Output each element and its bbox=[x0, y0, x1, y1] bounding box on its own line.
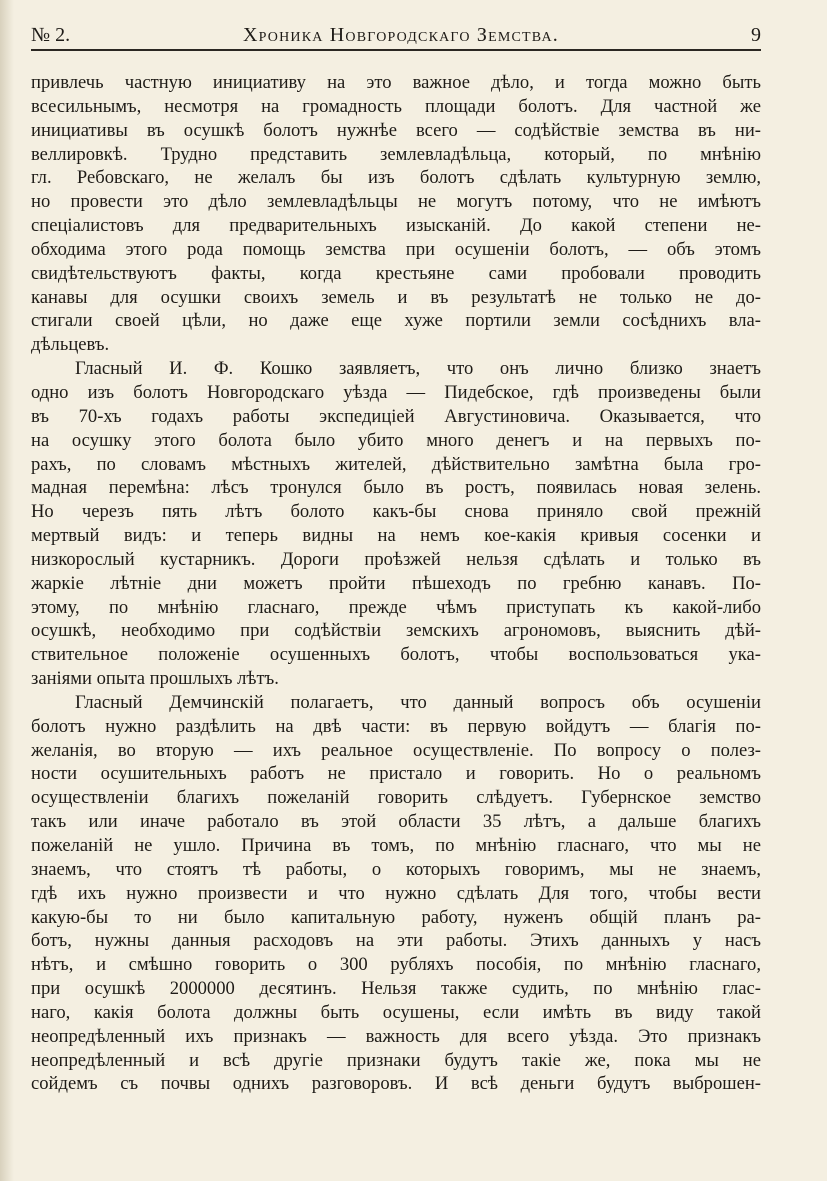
text-line: жаркіе лѣтніе дни можетъ пройти пѣшеходъ по гребню канавъ. По- bbox=[31, 572, 761, 594]
text-line: веллировкѣ. Трудно представить землевладѣльца, который, по мнѣнію bbox=[31, 143, 761, 165]
page-edge-shadow bbox=[0, 0, 14, 1181]
text-line: болотъ нужно раздѣлить на двѣ части: въ первую войдутъ — благія по- bbox=[31, 715, 761, 737]
text-line: ботъ, нужны данныя расходовъ на эти работы. Этихъ данныхъ у насъ bbox=[31, 930, 761, 952]
text-line: низкорослый кустарникъ. Дороги проѣзжей нельзя сдѣлать и только въ bbox=[31, 548, 761, 570]
text-line: неопредѣленный ихъ признакъ — важность для всего уѣзда. Это признакъ bbox=[31, 1025, 761, 1047]
text-line: пожеланій не ушло. Причина въ томъ, по мнѣнію гласнаго, что мы не bbox=[31, 835, 761, 856]
text-line: гдѣ ихъ нужно произвести и что нужно сдѣлать Для того, чтобы вести bbox=[31, 882, 761, 904]
header-rule bbox=[31, 49, 761, 51]
text-line: Но черезъ пять лѣтъ болото какъ-бы снова приняло свой прежній bbox=[31, 501, 761, 523]
text-line: стигали своей цѣли, но даже еще хуже портили земли сосѣднихъ вла- bbox=[31, 310, 761, 332]
text-line: привлечь частную инициативу на это важное дѣло, и тогда можно быть bbox=[31, 72, 761, 93]
text-line: въ 70-хъ годахъ работы экспедиціей Августиновича. Оказывается, что bbox=[31, 405, 761, 427]
text-line: но провести это дѣло землевладѣльцы не могутъ потому, что не имѣютъ bbox=[31, 191, 761, 213]
text-line: этому, по мнѣнію гласнаго, прежде чѣмъ приступать къ какой-либо bbox=[31, 596, 761, 618]
text-line: мадная перемѣна: лѣсъ тронулся было въ ростъ, появилась новая зелень. bbox=[31, 477, 761, 499]
text-line-paragraph-end: дѣльцевъ. bbox=[31, 334, 110, 356]
text-line: спеціалистовъ для предварительныхъ изысканій. До какой степени не- bbox=[31, 215, 761, 237]
text-line: желанія, во вторую — ихъ реальное осуществленіе. По вопросу о полез- bbox=[31, 739, 761, 761]
text-line: мертвый видъ: и теперь видны на немъ кое-какія кривыя сосенки и bbox=[31, 525, 761, 547]
text-line: одно изъ болотъ Новгородскаго уѣзда — Пидебское, гдѣ произведены были bbox=[31, 381, 761, 403]
text-line-paragraph-start: Гласный И. Ф. Кошко заявляетъ, что онъ лично близко знаетъ bbox=[75, 358, 761, 380]
page-number: 9 bbox=[751, 24, 761, 46]
text-line: на осушку этого болота было убито много денегъ и на первыхъ по- bbox=[31, 429, 761, 451]
text-line: такъ или иначе работало въ этой области 35 лѣтъ, а дальше благихъ bbox=[31, 811, 761, 833]
issue-number: № 2. bbox=[31, 24, 71, 46]
text-line: при осушкѣ 2000000 десятинъ. Нельзя также судить, по мнѣнію глас- bbox=[31, 978, 761, 1000]
text-line: ствительное положеніе осушенныхъ болотъ, чтобы воспользоваться ука- bbox=[31, 644, 761, 666]
text-line: свидѣтельствуютъ факты, когда крестьяне сами пробовали проводить bbox=[31, 262, 761, 284]
journal-title: Хроника Новгородскаго Земства. bbox=[243, 24, 559, 46]
text-line: сойдемъ съ почвы однихъ разговоровъ. И всѣ деньги будутъ выброшен- bbox=[31, 1073, 761, 1095]
text-line: рахъ, по словамъ мѣстныхъ жителей, дѣйствительно замѣтна была гро- bbox=[31, 453, 761, 475]
text-line: какую-бы то ни было капитальную работу, нуженъ общій планъ ра- bbox=[31, 906, 761, 928]
text-line: неопредѣленный и всѣ другіе признаки будутъ такіе же, пока мы не bbox=[31, 1049, 761, 1071]
text-line: наго, какія болота должны быть осушены, если имѣть въ виду такой bbox=[31, 1001, 761, 1023]
running-header bbox=[31, 22, 761, 52]
text-line: осуществленіи благихъ пожеланій говорить слѣдуетъ. Губернское земство bbox=[31, 787, 761, 809]
text-line: канавы для осушки своихъ земель и въ результатѣ не только не до- bbox=[31, 286, 761, 308]
text-line: нѣтъ, и смѣшно говорить о 300 рубляхъ пособія, по мнѣнію гласнаго, bbox=[31, 954, 761, 976]
text-line: всесильнымъ, несмотря на громадность площади болотъ. Для частной же bbox=[31, 95, 761, 117]
text-line: знаемъ, что стоятъ тѣ работы, о которыхъ говоримъ, мы не знаемъ, bbox=[31, 858, 761, 880]
text-line: обходима этого рода помощь земства при осушеніи болотъ, — объ этомъ bbox=[31, 238, 761, 260]
text-line-paragraph-end: заніями опыта прошлыхъ лѣтъ. bbox=[31, 668, 279, 690]
text-line: осушкѣ, необходимо при содѣйствіи земскихъ агрономовъ, выяснить дѣй- bbox=[31, 620, 761, 642]
text-line-paragraph-start: Гласный Демчинскій полагаетъ, что данный вопросъ объ осушеніи bbox=[75, 691, 761, 713]
text-line: ности осушительныхъ работъ не пристало и говорить. Но о реальномъ bbox=[31, 763, 761, 785]
text-line: инициативы въ осушкѣ болотъ нужнѣе всего — содѣйствіе земства въ ни- bbox=[31, 119, 761, 141]
text-line: гл. Ребовскаго, не желалъ бы изъ болотъ сдѣлать культурную землю, bbox=[31, 167, 761, 189]
body-text bbox=[31, 71, 761, 1096]
